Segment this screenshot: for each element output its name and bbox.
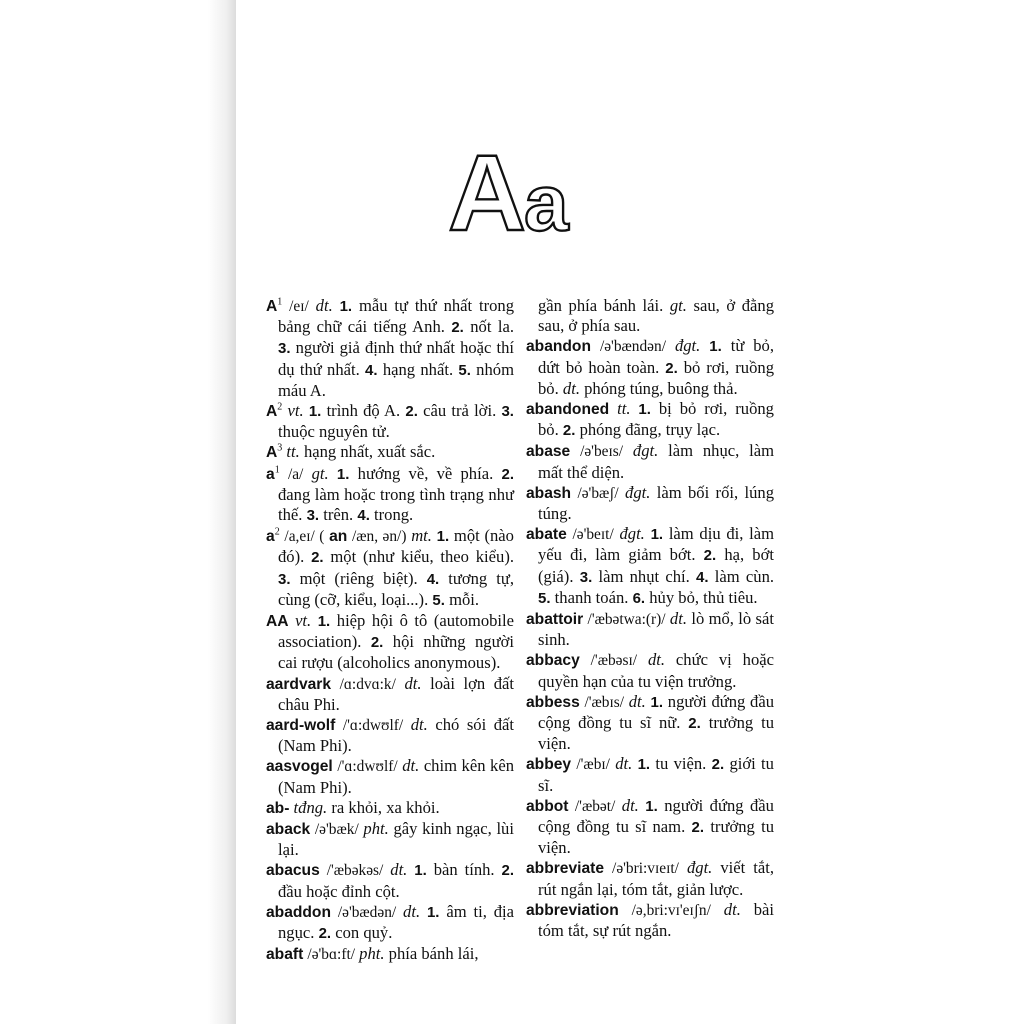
sense-number: 1. (650, 693, 664, 711)
sense-definition: mỗi. (449, 589, 480, 609)
pronunciation: /'æbɪ/ (576, 756, 610, 774)
headword: abbot (526, 797, 569, 815)
extra-definition: phóng túng, buông thả. (584, 378, 738, 398)
homograph-number: 2 (277, 401, 283, 413)
dictionary-entry (526, 609, 774, 650)
sense-number: 2. (703, 547, 717, 565)
sense-definition: thanh toán. (554, 587, 629, 607)
dictionary-entry (266, 715, 514, 756)
dictionary-entry (526, 441, 774, 482)
headword: aback (266, 821, 311, 839)
sense-definition: trong. (374, 505, 414, 525)
sense-number: 3. (579, 568, 593, 586)
headword: abate (526, 526, 567, 544)
sense-number: 1. (637, 756, 651, 774)
part-of-speech: dt. (723, 899, 741, 919)
headword: abase (526, 443, 571, 461)
sense-definition: trưởng tu viện. (538, 713, 774, 754)
sense-number: 3. (501, 403, 514, 421)
sense-definition: từ bỏ, dứt bỏ hoàn toàn. (538, 336, 775, 377)
sense-number: 1. (336, 465, 350, 483)
pronunciation: /ə'bændən/ (599, 338, 666, 356)
pronunciation: /ɑ:dvɑ:k/ (339, 675, 396, 693)
homograph-number: 2 (274, 526, 280, 538)
sense-definition: bài tóm tắt, sự rút ngắn. (538, 899, 775, 941)
sense-definition: đang làm hoặc trong tình trạng như thế. (278, 484, 514, 525)
sense-definition: trình độ A. (326, 401, 401, 421)
sense-definition: người đứng đầu cộng đồng tu sĩ nữ. (538, 691, 774, 733)
dictionary-entry (526, 399, 774, 441)
sense-definition: bị bỏ rơi, ruồng bỏ. (538, 399, 774, 440)
sense-definition: bàn tính. (433, 860, 495, 880)
dictionary-entry (266, 819, 514, 860)
sense-number: 1. (426, 903, 440, 921)
sense-definition: người giả định thứ nhất hoặc thí dụ thứ nhất. (278, 338, 514, 379)
sense-definition: làm nhụt chí. (598, 566, 690, 586)
dictionary-entry (266, 401, 514, 442)
section-letter-heading (446, 138, 586, 238)
sense-definition: làm dịu đi, làm yếu đi, làm giảm bớt. (538, 524, 775, 565)
dictionary-entry (526, 796, 774, 859)
dictionary-entry (266, 442, 514, 463)
sense-number: 4. (365, 361, 378, 379)
headword: abandon (526, 338, 591, 356)
variant-pronunciation: /æn, ən/) (352, 528, 407, 546)
sense-definition: nốt la. (470, 317, 514, 337)
sense-number: 2. (311, 549, 324, 567)
part-of-speech: dt. (403, 901, 421, 921)
sense-number: 2. (711, 756, 725, 774)
part-of-speech: mt. (411, 526, 432, 546)
sense-definition: hiệp hội ô tô (automobile association). (278, 611, 515, 652)
sense-number: 2. (405, 403, 418, 421)
homograph-number: 1 (277, 296, 283, 308)
sense-definition: một (riêng biệt). (299, 568, 418, 588)
heading-upper: A (448, 138, 526, 238)
part-of-speech: gt. (311, 463, 329, 483)
sense-definition: một (như kiểu, theo kiểu). (330, 547, 514, 567)
pronunciation: /'æbət/ (574, 797, 616, 815)
part-of-speech: pht. (359, 944, 385, 964)
sense-definition: chó sói đất (Nam Phi). (278, 715, 514, 756)
part-of-speech: dt. (628, 691, 646, 711)
sense-number: 3. (278, 570, 291, 588)
dictionary-entry (526, 483, 774, 524)
part-of-speech: đgt. (686, 858, 713, 878)
dictionary-entry (266, 756, 514, 797)
pronunciation: /a,eɪ/ ( (284, 528, 325, 546)
dictionary-entry (526, 336, 774, 399)
part-of-speech: dt. (647, 650, 666, 670)
pronunciation: /'æbəsɪ/ (590, 652, 638, 670)
part-of-speech: dt. (410, 715, 428, 735)
sense-definition: làm bối rối, lúng túng. (538, 482, 774, 524)
pronunciation: /ə'bædən/ (337, 903, 397, 921)
headword: a (266, 528, 275, 546)
sense-number: 1. (645, 797, 658, 815)
part-of-speech: dt. (615, 754, 633, 774)
headword: abbreviation (526, 901, 619, 919)
sense-definition: phía bánh lái, (388, 944, 479, 964)
headword: aasvogel (266, 758, 333, 776)
pronunciation: /ə,bri:vɪ'eɪʃn/ (631, 901, 711, 919)
sense-definition: bỏ rơi, ruồng bỏ. (538, 357, 774, 398)
headword: abbess (526, 693, 580, 711)
pronunciation: /a/ (287, 465, 304, 483)
sense-number: 1. (308, 403, 322, 421)
sense-definition: hủy bỏ, thủ tiêu. (649, 587, 758, 607)
dictionary-entry (266, 860, 514, 901)
sense-definition: hạng nhất, xuất sắc. (303, 442, 436, 462)
homograph-number: 1 (274, 464, 280, 476)
sense-number: 1. (650, 526, 664, 544)
headword: a (266, 465, 275, 483)
continuation-pos: gt. (669, 296, 687, 315)
sense-definition: làm nhục, làm mất thể diện. (538, 441, 774, 482)
left-column (266, 296, 514, 966)
pronunciation: /'æbəkəs/ (326, 862, 384, 880)
headword: A (266, 298, 278, 315)
dictionary-entry (526, 900, 774, 941)
dictionary-entry (526, 692, 774, 755)
sense-definition: hội những người cai rượu (alcoholics anonymous). (278, 632, 514, 673)
sense-definition: đầu hoặc đỉnh cột. (278, 881, 400, 901)
headword: abbacy (526, 652, 580, 670)
headword: abbreviate (526, 860, 605, 878)
dictionary-entry (526, 754, 774, 795)
part-of-speech: đgt. (625, 482, 651, 502)
dictionary-entry (266, 944, 514, 965)
sense-definition: tu viện. (655, 754, 707, 774)
sense-number: 2. (501, 862, 515, 880)
sense-definition: trưởng tu viện. (538, 817, 774, 858)
dictionary-entry (526, 524, 774, 609)
variant-headword: an (329, 528, 348, 546)
sense-number: 1. (709, 338, 722, 356)
part-of-speech: đgt. (619, 524, 645, 544)
sense-definition: ra khỏi, xa khỏi. (331, 797, 440, 817)
dictionary-entry (266, 674, 514, 715)
headword: abaft (266, 946, 304, 964)
page-gutter-shadow (0, 0, 236, 1024)
part-of-speech: tt. (286, 442, 300, 462)
sense-definition: người đứng đầu cộng đồng tu sĩ nam. (538, 795, 774, 837)
part-of-speech: pht. (363, 819, 389, 839)
sense-definition: tương tự, cùng (cỡ, kiểu, loại...). (278, 568, 515, 609)
sense-definition: chim kên kên (Nam Phi). (278, 756, 515, 797)
headword: abaddon (266, 903, 331, 921)
sense-number: 1. (339, 298, 353, 315)
sense-number: 4. (357, 507, 370, 525)
sense-number: 2. (318, 925, 332, 943)
heading-lower: a (524, 158, 569, 238)
sense-definition: hạng nhất. (382, 359, 454, 379)
dictionary-entry (266, 798, 514, 819)
sense-definition: viết tắt, rút ngắn lại, tóm tắt, giản lược. (538, 858, 774, 899)
part-of-speech: tt. (617, 399, 631, 419)
part-of-speech: đgt. (674, 336, 701, 356)
sense-number: 1. (317, 613, 331, 631)
part-of-speech: dt. (621, 795, 639, 815)
continuation-text: gần phía bánh lái. (538, 296, 664, 315)
sense-definition: làm cùn. (714, 566, 775, 586)
sense-definition: con quỷ. (335, 923, 393, 943)
dictionary-entry (266, 611, 514, 674)
sense-number: 1. (414, 862, 427, 880)
headword: A (266, 444, 278, 462)
headword: abash (526, 484, 572, 502)
headword: abbey (526, 756, 572, 774)
sense-number: 5. (538, 589, 551, 607)
right-column (526, 296, 774, 941)
sense-definition: trên. (323, 505, 354, 525)
part-of-speech: dt. (404, 673, 422, 693)
pronunciation: /'æbɪs/ (584, 693, 625, 711)
sense-number: 1. (436, 528, 450, 546)
headword: aard-wolf (266, 717, 336, 735)
dictionary-entry (266, 902, 514, 944)
sense-definition: một (nào đó). (278, 526, 514, 567)
sense-definition: gây kinh ngạc, lùi lại. (278, 819, 514, 860)
dictionary-entry (526, 858, 774, 899)
pronunciation: /ə'beɪt/ (572, 526, 614, 544)
sense-number: 2. (501, 465, 514, 483)
sense-number: 5. (432, 591, 445, 609)
pronunciation: /ə'bæk/ (314, 821, 359, 839)
outlined-letter-heading (446, 138, 586, 238)
part-of-speech: tđng. (293, 797, 328, 817)
sense-definition: giới tu sĩ. (538, 754, 774, 795)
headword: AA (266, 613, 289, 631)
part-of-speech: vt. (287, 401, 304, 421)
dictionary-entry (266, 296, 514, 401)
part-of-speech: dt. (402, 756, 420, 776)
sense-number: 2. (562, 422, 576, 440)
part-of-speech: dt. (390, 860, 408, 880)
headword: A (266, 403, 278, 421)
continuation-text-2: sau, ở đằng sau, ở phía sau. (538, 296, 774, 336)
headword: abacus (266, 862, 320, 880)
part-of-speech: đgt. (632, 441, 659, 461)
sense-number: 6. (632, 589, 646, 607)
sense-number: 2. (665, 359, 678, 377)
sense-number: 4. (426, 570, 440, 588)
sense-definition: hạ, bớt (giá). (538, 545, 774, 586)
sense-number: 4. (696, 568, 709, 586)
pronunciation: /'æbətwa:(r)/ (587, 611, 666, 629)
sense-definition: thuộc nguyên tử. (278, 422, 390, 442)
headword: abattoir (526, 611, 584, 629)
sense-definition: mẫu tự thứ nhất trong bảng chữ cái tiếng Anh. (278, 296, 515, 337)
sense-definition: nhóm máu A. (278, 359, 514, 400)
sense-number: 2. (451, 319, 464, 337)
homograph-number: 3 (277, 442, 283, 454)
pronunciation: /ə'beɪs/ (580, 443, 624, 461)
pronunciation: /ə'bri:vɪeɪt/ (612, 860, 679, 878)
pronunciation: /eɪ/ (289, 298, 309, 315)
headword: aardvark (266, 675, 332, 693)
sense-number: 3. (278, 340, 291, 358)
dictionary-entry (526, 650, 774, 691)
sense-definition: lò mổ, lò sát sinh. (538, 609, 774, 650)
sense-number: 5. (458, 361, 471, 379)
sense-number: 2. (370, 634, 384, 652)
sense-number: 2. (688, 715, 701, 733)
headword: abandoned (526, 401, 610, 419)
sense-number: 1. (638, 401, 651, 419)
headword: ab- (266, 799, 290, 817)
sense-definition: loài lợn đất châu Phi. (278, 673, 515, 714)
part-of-speech: dt. (669, 609, 687, 629)
sense-definition: chức vị hoặc quyền hạn của tu viện trưởng. (538, 650, 774, 691)
part-of-speech: dt. (315, 296, 333, 315)
sense-definition: âm ti, địa ngục. (278, 901, 514, 943)
sense-definition: phóng đãng, trụy lạc. (579, 420, 721, 440)
dictionary-entry (266, 464, 514, 527)
continuation-entry (526, 296, 774, 336)
dictionary-entry (266, 526, 514, 611)
sense-definition: câu trả lời. (423, 401, 497, 421)
pronunciation: /'ɑ:dwʊlf/ (337, 758, 398, 776)
part-of-speech: vt. (295, 611, 312, 631)
sense-definition: hướng về, về phía. (357, 463, 494, 483)
extra-part-of-speech: dt. (562, 378, 580, 398)
sense-number: 2. (691, 819, 705, 837)
pronunciation: /ə'bɑ:ft/ (307, 946, 355, 964)
pronunciation: /ə'bæʃ/ (577, 484, 619, 502)
sense-number: 3. (306, 507, 320, 525)
pronunciation: /'ɑ:dwʊlf/ (342, 717, 404, 735)
